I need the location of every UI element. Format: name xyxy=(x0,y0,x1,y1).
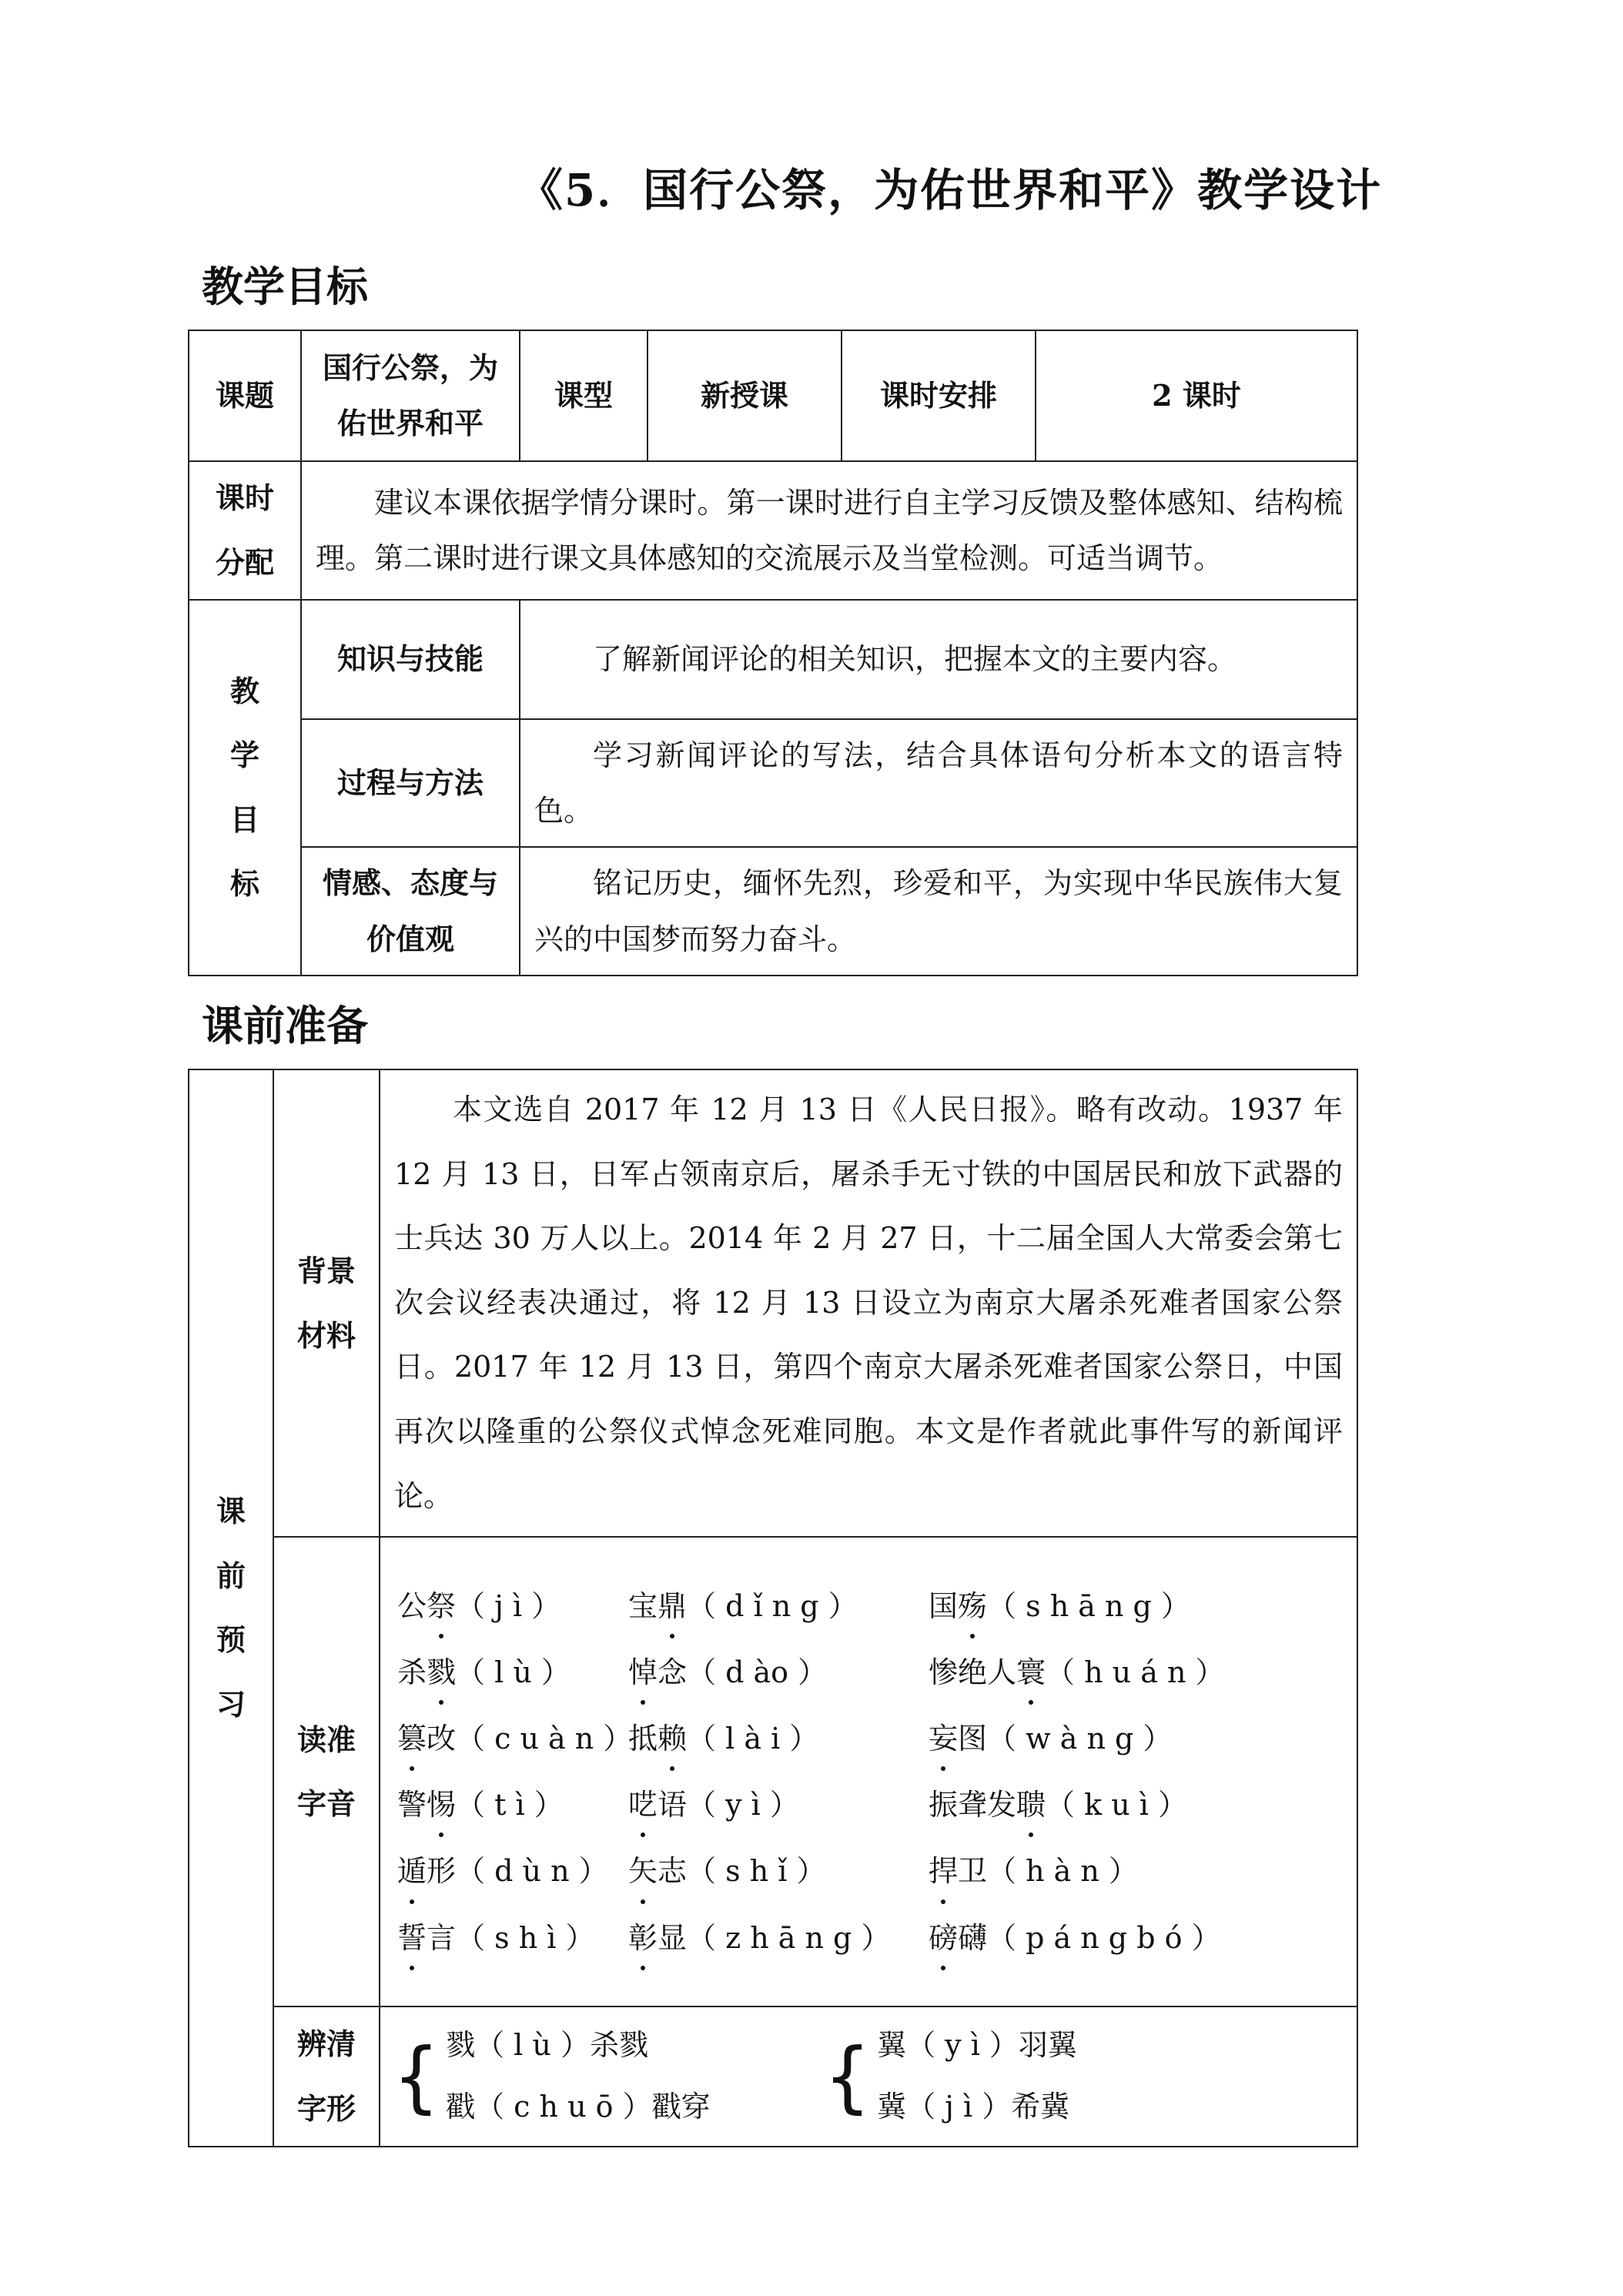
pinyin: （ j ì ） xyxy=(456,1588,561,1623)
objective-label-attitude: 情感、态度与价值观 xyxy=(301,847,520,975)
dotted-character: 彰 xyxy=(628,1910,658,1966)
objective-text-attitude: 铭记历史，缅怀先烈，珍爱和平，为实现中华民族伟大复兴的中国梦而努力奋斗。 xyxy=(520,847,1357,975)
pinyin: （ k u ì ） xyxy=(1046,1788,1188,1822)
pinyin: （ d ào ） xyxy=(687,1655,828,1689)
pinyin: （ z h ā n g ） xyxy=(687,1920,891,1955)
pinyin: （ s h ǐ ） xyxy=(687,1854,826,1889)
prep-table xyxy=(188,1069,1358,2147)
pronunciation-item xyxy=(929,1843,1313,1899)
word-suffix: 显 xyxy=(658,1920,688,1955)
pronunciation-item xyxy=(397,1711,633,1766)
goals-table xyxy=(188,330,1358,976)
background-text: 本文选自 2017 年 12 月 13 日《人民日报》。略有改动。1937 年 12 月 13 日，日军占领南京后，屠杀手无寸铁的中国居民和放下武器的士兵达 30 万人以上。2014 年 2 月 27 日，十二届全国人大常委会第七次会议经表决通过，将 12 月 13 日设立为南京大屠杀死难者国家公祭日。2017 年 12 月 13 日，第四个南京大屠杀死难者国家公祭日，中国再次以隆重的公祭仪式悼念死难同胞。本文是作者就此事件写的新闻评论。 xyxy=(380,1069,1357,1537)
word-suffix: 念 xyxy=(658,1655,688,1689)
shape-line: 戮（ l ù ）杀戮 xyxy=(446,2028,648,2063)
dotted-character: 磅 xyxy=(929,1910,958,1966)
dotted-character: 惕 xyxy=(427,1777,456,1832)
word-prefix: 国 xyxy=(929,1588,959,1623)
section-heading-goals: 教学目标 xyxy=(202,262,368,311)
pronunciation-item xyxy=(929,1777,1313,1832)
pinyin: （ p á n g b ó ） xyxy=(987,1920,1221,1955)
pronunciation-item xyxy=(628,1578,929,1634)
shape-group-yi xyxy=(824,2015,1255,2138)
shape-line: 戳（ c h u ō ）戳穿 xyxy=(446,2089,711,2124)
pronunciation-item xyxy=(628,1843,929,1899)
word-suffix: 改 xyxy=(427,1721,457,1755)
topic-label: 课题 xyxy=(189,330,301,461)
dotted-character: 妄 xyxy=(929,1711,958,1766)
pronunciation-item xyxy=(628,1645,929,1700)
allocation-label: 课时分配 xyxy=(189,461,301,600)
pronunciation-grid xyxy=(380,1563,1357,1981)
word-suffix: 志 xyxy=(658,1854,688,1889)
dotted-character: 寰 xyxy=(1016,1645,1046,1700)
pronunciation-item xyxy=(929,1578,1313,1634)
schedule-label: 课时安排 xyxy=(842,330,1036,461)
word-prefix: 惨绝人 xyxy=(929,1655,1017,1689)
shape-group-lu xyxy=(393,2015,824,2138)
document-title: 《5．国行公祭，为佑世界和平》教学设计 xyxy=(517,164,1383,216)
pinyin: （ d ù n ） xyxy=(456,1854,608,1889)
section-heading-prep: 课前准备 xyxy=(202,1001,368,1050)
pinyin: （ w à n g ） xyxy=(987,1721,1173,1755)
pinyin: （ h à n ） xyxy=(987,1854,1138,1889)
pronunciation-item xyxy=(929,1910,1313,1966)
word-suffix: 形 xyxy=(427,1854,457,1889)
objective-text-knowledge: 了解新闻评论的相关知识，把握本文的主要内容。 xyxy=(520,600,1357,719)
pronunciation-item xyxy=(628,1711,929,1766)
word-suffix: 言 xyxy=(427,1920,457,1955)
shape-line: 翼（ y ì ）羽翼 xyxy=(877,2028,1077,2063)
pronunciation-item xyxy=(397,1645,628,1700)
pronunciation-item xyxy=(397,1777,628,1832)
pronunciation-item xyxy=(397,1578,628,1634)
allocation-text: 建议本课依据学情分课时。第一课时进行自主学习反馈及整体感知、结构梳理。第二课时进行课文具体感知的交流展示及当堂检测。可适当调节。 xyxy=(301,461,1357,600)
pinyin: （ l ù ） xyxy=(456,1655,571,1689)
shape-cell xyxy=(380,2006,1357,2147)
dotted-character: 鼎 xyxy=(658,1578,687,1634)
brace-icon: { xyxy=(824,2031,872,2122)
dotted-character: 誓 xyxy=(397,1910,427,1966)
dotted-character: 赖 xyxy=(658,1711,687,1766)
dotted-character: 殇 xyxy=(958,1578,987,1634)
background-label: 背景材料 xyxy=(273,1069,380,1537)
pronunciation-item xyxy=(397,1843,628,1899)
topic-value: 国行公祭，为佑世界和平 xyxy=(301,330,520,461)
objective-label-process: 过程与方法 xyxy=(301,719,520,847)
word-prefix: 振聋发 xyxy=(929,1788,1017,1822)
word-suffix: 语 xyxy=(658,1788,688,1822)
dotted-character: 祭 xyxy=(427,1578,456,1634)
pronunciation-cell xyxy=(380,1537,1357,2006)
shape-label: 辨清字形 xyxy=(273,2006,380,2147)
pronunciation-item xyxy=(929,1711,1313,1766)
dotted-character: 悼 xyxy=(628,1645,658,1700)
word-suffix: 图 xyxy=(958,1721,988,1755)
dotted-character: 聩 xyxy=(1016,1777,1046,1832)
pinyin: （ h u á n ） xyxy=(1046,1655,1225,1689)
word-prefix: 公 xyxy=(397,1588,427,1623)
pinyin: （ l à i ） xyxy=(687,1721,819,1755)
dotted-character: 遁 xyxy=(397,1843,427,1899)
brace-icon: { xyxy=(393,2031,440,2122)
objectives-label: 教学目标 xyxy=(189,600,301,976)
pronunciation-label: 读准字音 xyxy=(273,1537,380,2006)
word-prefix: 杀 xyxy=(397,1655,427,1689)
pinyin: （ s h ì ） xyxy=(456,1920,595,1955)
dotted-character: 捍 xyxy=(929,1843,958,1899)
pinyin: （ c u à n ） xyxy=(456,1721,633,1755)
pinyin: （ s h ā n g ） xyxy=(987,1588,1190,1623)
pinyin: （ t ì ） xyxy=(456,1788,564,1822)
shape-line: 冀（ j ì ）希冀 xyxy=(877,2089,1070,2124)
objective-label-knowledge: 知识与技能 xyxy=(301,600,520,719)
dotted-character: 篡 xyxy=(397,1711,427,1766)
prep-side-label: 课前预习 xyxy=(189,1069,273,2147)
pronunciation-item xyxy=(397,1910,628,1966)
word-prefix: 宝 xyxy=(628,1588,658,1623)
word-prefix: 警 xyxy=(397,1788,427,1822)
word-suffix: 礴 xyxy=(958,1920,988,1955)
pronunciation-item xyxy=(929,1645,1313,1700)
type-value: 新授课 xyxy=(648,330,842,461)
dotted-character: 戮 xyxy=(427,1645,456,1700)
pinyin: （ y ì ） xyxy=(687,1788,799,1822)
type-label: 课型 xyxy=(520,330,648,461)
pronunciation-item xyxy=(628,1777,929,1832)
word-prefix: 抵 xyxy=(628,1721,658,1755)
pinyin: （ d ǐ n g ） xyxy=(687,1588,858,1623)
pronunciation-item xyxy=(628,1910,929,1966)
dotted-character: 矢 xyxy=(628,1843,658,1899)
dotted-character: 呓 xyxy=(628,1777,658,1832)
word-suffix: 卫 xyxy=(958,1854,988,1889)
objective-text-process: 学习新闻评论的写法，结合具体语句分析本文的语言特色。 xyxy=(520,719,1357,847)
schedule-value: 2 课时 xyxy=(1036,330,1357,461)
